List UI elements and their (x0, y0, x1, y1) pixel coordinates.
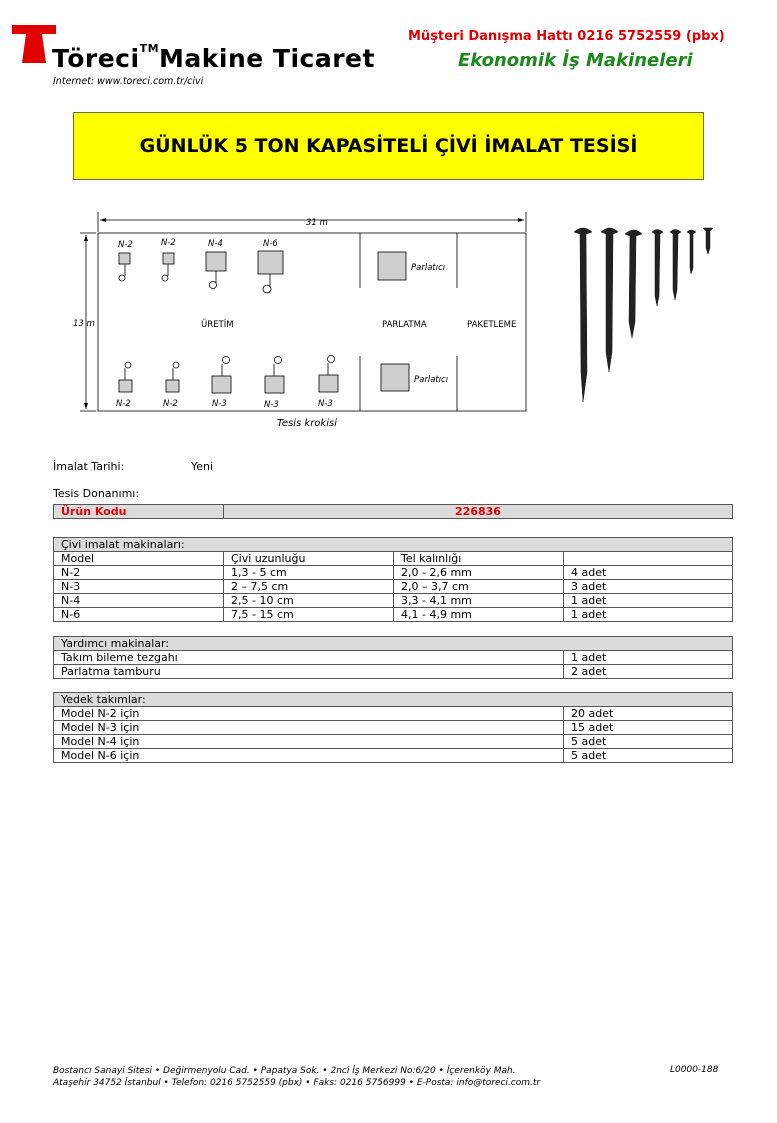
sketch-caption: Tesis krokisi (277, 418, 337, 429)
table-row (54, 707, 733, 721)
cell: N-6 (54, 608, 224, 622)
production-date-value: Yeni (191, 460, 214, 473)
company-logo (12, 25, 56, 65)
table-row (54, 594, 733, 608)
footer-address (53, 1065, 540, 1089)
column-header: Tel kalınlığı (394, 552, 564, 566)
table-header-row (54, 552, 733, 566)
table-row (54, 651, 733, 665)
sketch-width-label: 31 m (306, 218, 328, 228)
cell: 3,3 - 4,1 mm (394, 594, 564, 608)
cell: 2,0 - 2,6 mm (394, 566, 564, 580)
table-row (54, 580, 733, 594)
cell: 7,5 - 15 cm (224, 608, 394, 622)
cell: 5 adet (564, 749, 733, 763)
hotline-text: Müşteri Danışma Hattı 0216 5752559 (pbx) (408, 29, 725, 44)
page-title: GÜNLÜK 5 TON KAPASİTELİ ÇİVİ İMALAT TESİSİ (73, 112, 704, 180)
machine-label: N-3 (212, 399, 227, 409)
cell: Takım bileme tezgahı (54, 651, 564, 665)
cell: 2,5 - 10 cm (224, 594, 394, 608)
cell: 1 adet (564, 608, 733, 622)
column-header (564, 552, 733, 566)
cell: Parlatma tamburu (54, 665, 564, 679)
machine-label: N-6 (263, 239, 278, 249)
cell: 3 adet (564, 580, 733, 594)
sketch-height-label: 13 m (73, 319, 95, 329)
polisher-label: Parlatıcı (411, 263, 446, 273)
production-date-label: İmalat Tarihi: (53, 460, 125, 473)
cell: 20 adet (564, 707, 733, 721)
table-row (54, 735, 733, 749)
website-link[interactable]: Internet: www.toreci.com.tr/civi (53, 76, 204, 87)
machine-label: N-3 (318, 399, 333, 409)
footer-line: Bostancı Sanayi Sitesi • Değirmenyolu Cad. • Papatya Sok. • 2nci İş Merkezi No:6/20 • İçerenköy Mah. (53, 1066, 516, 1076)
table-row (54, 721, 733, 735)
machine-label: N-2 (161, 238, 176, 248)
section-header: Yardımcı makinalar: (54, 637, 733, 651)
facility-sketch (70, 200, 530, 435)
brand-name: Töreci™Makine Ticaret (52, 42, 375, 73)
document-id: L0000-188 (670, 1065, 719, 1075)
table-row (54, 665, 733, 679)
footer-line: Ataşehir 34752 İstanbul • Telefon: 0216 5752559 (pbx) • Faks: 0216 5756999 • E-Posta: info@toreci.com.tr (53, 1078, 541, 1088)
cell: 15 adet (564, 721, 733, 735)
zone-packing: PAKETLEME (467, 320, 517, 330)
cell: N-4 (54, 594, 224, 608)
cell: Model N-4 için (54, 735, 564, 749)
spare-parts-table (53, 692, 733, 763)
cell: 2 – 7,5 cm (224, 580, 394, 594)
cell: 2 adet (564, 665, 733, 679)
section-header: Çivi imalat makinaları: (54, 538, 733, 552)
cell: Model N-2 için (54, 707, 564, 721)
machine-label: N-3 (264, 400, 279, 410)
nails-image (570, 222, 720, 407)
product-code-table (53, 504, 733, 519)
machine-label: N-2 (118, 240, 133, 250)
product-code-label: Ürün Kodu (54, 505, 224, 519)
cell: 2,0 – 3,7 cm (394, 580, 564, 594)
cell: 4,1 - 4,9 mm (394, 608, 564, 622)
cell: 4 adet (564, 566, 733, 580)
product-code-value: 226836 (224, 505, 733, 519)
nail-machines-table (53, 537, 733, 622)
slogan: Ekonomik İş Makineleri (458, 50, 693, 71)
machine-label: N-2 (163, 399, 178, 409)
zone-production: ÜRETİM (201, 320, 234, 330)
cell: 1 adet (564, 651, 733, 665)
cell: Model N-3 için (54, 721, 564, 735)
cell: N-2 (54, 566, 224, 580)
column-header: Model (54, 552, 224, 566)
cell: 5 adet (564, 735, 733, 749)
machine-label: N-4 (208, 239, 223, 249)
cell: 1 adet (564, 594, 733, 608)
column-header: Çivi uzunluğu (224, 552, 394, 566)
table-row (54, 749, 733, 763)
machine-label: N-2 (116, 399, 131, 409)
aux-machines-table (53, 636, 733, 679)
cell: 1,3 - 5 cm (224, 566, 394, 580)
section-header: Yedek takımlar: (54, 693, 733, 707)
table-row (54, 608, 733, 622)
cell: N-3 (54, 580, 224, 594)
polisher-label: Parlatıcı (414, 375, 449, 385)
equipment-label: Tesis Donanımı: (53, 487, 140, 500)
cell: Model N-6 için (54, 749, 564, 763)
table-row (54, 566, 733, 580)
zone-polishing: PARLATMA (382, 320, 427, 330)
